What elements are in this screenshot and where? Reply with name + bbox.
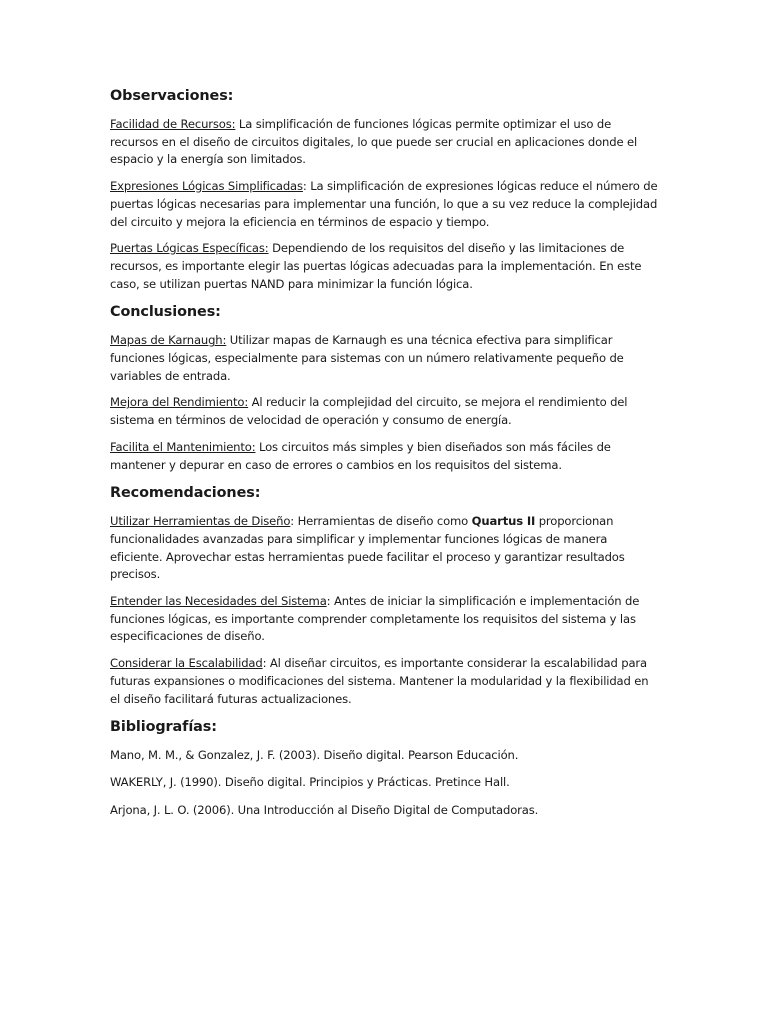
recomendacion-term: Utilizar Herramientas de Diseño — [110, 514, 291, 529]
observacion-term: Puertas Lógicas Específicas: — [110, 241, 269, 256]
conclusion-item — [110, 439, 658, 474]
conclusion-text: Al reducir la complejidad del circuito, se mejora el rendimiento del sistema en términos de velocidad de operación y consumo de energía. — [110, 395, 628, 428]
bibliografias-section — [110, 717, 658, 819]
recomendacion-text: : Al diseñar circuitos, es importante considerar la escalabilidad para futuras expansiones o modificaciones del sistema. Mantener la modularidad y la flexibilidad en el diseño facilitará futuras actualizaciones. — [110, 656, 649, 706]
observacion-item — [110, 240, 658, 293]
observacion-item — [110, 116, 658, 169]
conclusion-item — [110, 332, 658, 385]
conclusion-item — [110, 394, 658, 429]
conclusion-text: Los circuitos más simples y bien diseñados son más fáciles de mantener y depurar en caso de errores o cambios en los requisitos del sistema. — [110, 439, 611, 472]
recomendacion-text: proporcionan funcionalidades avanzadas para simplificar y implementar funciones lógicas de manera eficiente. Aprovechar estas herramientas puede facilitar el proceso y garantizar resultados precisos. — [110, 514, 625, 582]
observacion-text: La simplificación de funciones lógicas permite optimizar el uso de recursos en el diseño de circuitos digitales, lo que puede ser crucial en aplicaciones donde el espacio y la energía son limitados. — [110, 117, 638, 167]
conclusiones-heading: Conclusiones: — [110, 304, 221, 321]
observacion-text: : La simplificación de expresiones lógicas reduce el número de puertas lógicas necesarias para implementar una función, lo que a su vez reduce la complejidad del circuito y mejora la eficiencia en términos de espacio y tiempo. — [110, 179, 658, 229]
recomendacion-item — [110, 513, 658, 584]
bibliografias-heading: Bibliografías: — [110, 719, 217, 736]
conclusion-text: Utilizar mapas de Karnaugh es una técnica efectiva para simplificar funciones lógicas, especialmente para sistemas con un número relativamente pequeño de variables de entrada. — [110, 333, 624, 383]
recomendacion-term: Entender las Necesidades del Sistema — [110, 594, 327, 609]
observacion-text: Dependiendo de los requisitos del diseño y las limitaciones de recursos, es importante elegir las puertas lógicas adecuadas para la implementación. En este caso, se utilizan puertas NAND para minimizar la función lógica. — [110, 241, 642, 291]
recomendacion-text: : Herramientas de diseño como — [290, 514, 472, 529]
observaciones-section — [110, 86, 658, 293]
conclusion-term: Mapas de Karnaugh: — [110, 333, 227, 348]
recomendacion-tool-name: Quartus II — [471, 514, 536, 529]
recomendaciones-heading: Recomendaciones: — [110, 485, 261, 502]
conclusiones-section — [110, 302, 658, 474]
bibliography-entry: Mano, M. M., & Gonzalez, J. F. (2003). Diseño digital. Pearson Educación. — [110, 748, 519, 763]
observacion-term: Facilidad de Recursos: — [110, 117, 236, 131]
observacion-item — [110, 178, 658, 231]
observaciones-heading: Observaciones: — [110, 88, 234, 104]
conclusion-term: Facilita el Mantenimiento: — [110, 439, 256, 454]
observacion-term: Expresiones Lógicas Simplificadas — [110, 179, 303, 194]
recomendaciones-section — [110, 483, 658, 708]
recomendacion-item — [110, 655, 658, 708]
bibliography-entry: Arjona, J. L. O. (2006). Una Introducción al Diseño Digital de Computadoras. — [110, 802, 539, 817]
recomendacion-text: : Antes de iniciar la simplificación e implementación de funciones lógicas, es importante comprender completamente los requisitos del sistema y las especificaciones de diseño. — [110, 594, 640, 644]
bibliography-entry: WAKERLY, J. (1990). Diseño digital. Principios y Prácticas. Pretince Hall. — [110, 775, 510, 790]
conclusion-term: Mejora del Rendimiento: — [110, 395, 249, 410]
recomendacion-item — [110, 593, 658, 646]
recomendacion-term: Considerar la Escalabilidad — [110, 656, 263, 671]
